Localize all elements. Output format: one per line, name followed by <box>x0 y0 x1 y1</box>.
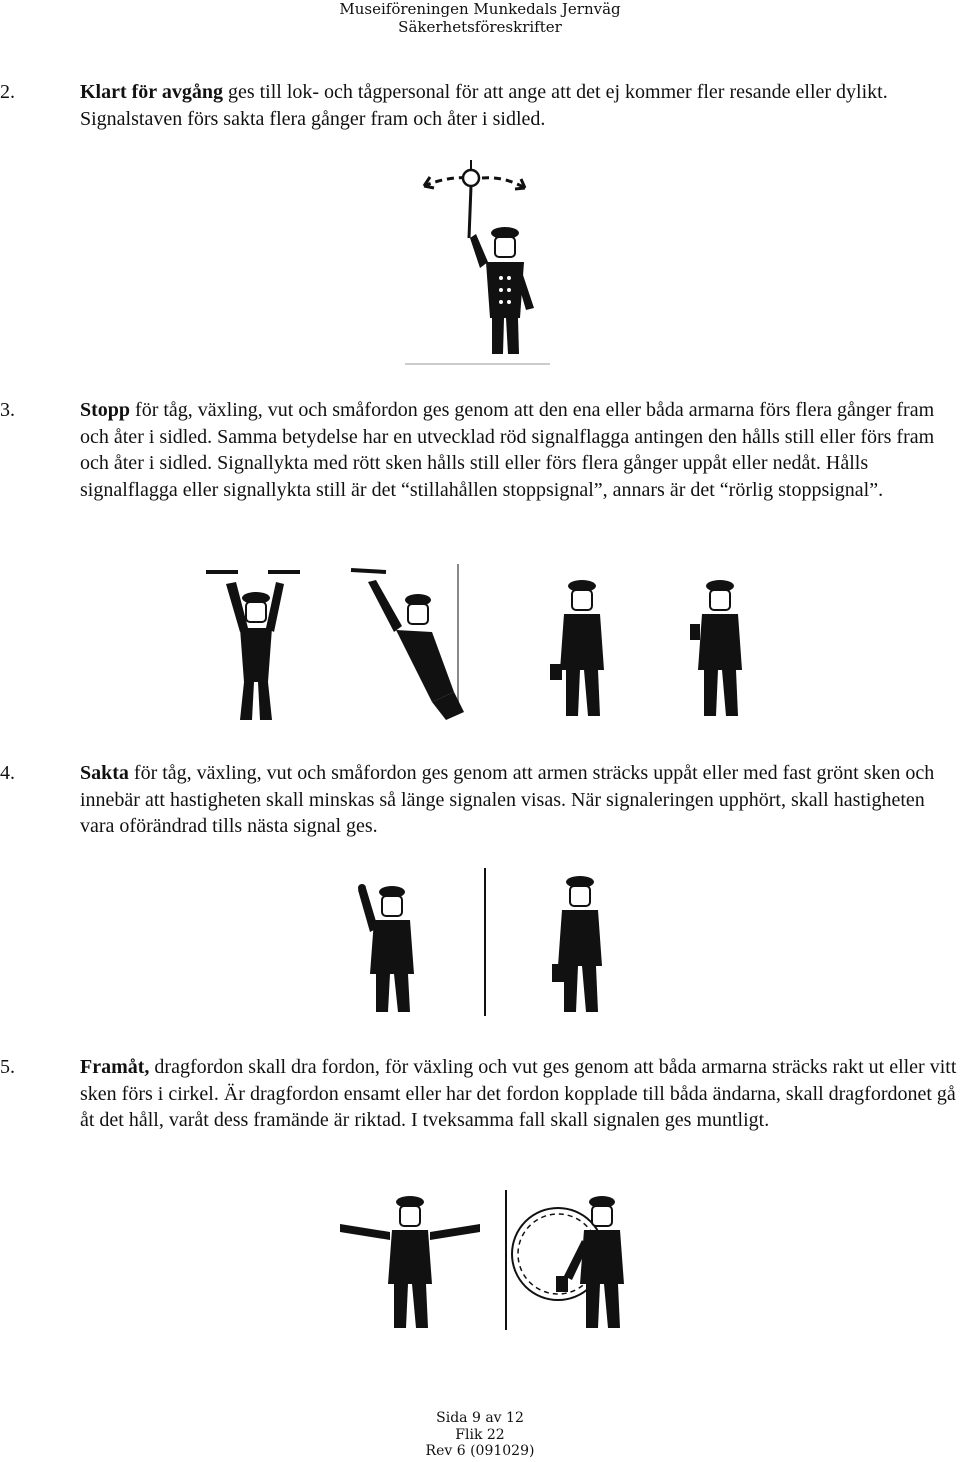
stop-signal-illustrations <box>196 552 786 732</box>
signalman-holding-lantern <box>552 876 602 1012</box>
forward-signal-illustrations <box>320 1184 650 1336</box>
section-text <box>80 397 960 503</box>
section-3 <box>0 397 960 531</box>
figure-framat <box>320 1184 650 1336</box>
figure-stopp <box>196 552 786 732</box>
footer-revision: Rev 6 (091029) <box>425 1443 535 1459</box>
section-4 <box>0 760 960 840</box>
signalman-leaning-with-flag <box>351 564 464 720</box>
section-number: 4. <box>0 762 15 784</box>
section-body: för tåg, växling, vut och småfordon ges genom att den ena eller båda armarna förs flera gånger fram och åter i sidled. Samma betydelse har en utvecklad röd signalflagga antingen den hålls still eller förs fram och åter i sidled. Signallykta med rött sken hålls still eller förs flera gånger uppåt eller nedåt. Hålls signalflagga eller signallykta still är det “stillahållen stoppsignal”, annars är det “rörlig stoppsignal”. <box>80 399 935 501</box>
signalman-with-lantern-low <box>550 580 604 716</box>
section-text <box>80 1054 960 1134</box>
section-body: dragfordon skall dra fordon, för växling och vut ges genom att båda armarna sträcks rakt ut eller vitt sken förs i cirkel. Är dragfordon ensamt eller har det fordon kopplade till båda ändarna, skall dragfordonet gå åt det håll, varåt dess framände är riktad. I tveksamma fall skall signalen ges muntligt. <box>80 1056 957 1131</box>
signalman-arms-outstretched <box>340 1196 480 1328</box>
section-text <box>80 79 960 132</box>
section-text <box>80 760 960 840</box>
figure-klart-for-avgang <box>400 158 560 370</box>
section-title: Klart för avgång <box>80 81 223 103</box>
page-footer <box>0 1410 960 1460</box>
section-title: Framåt, <box>80 1056 150 1078</box>
signalman-arm-raised <box>358 884 414 1012</box>
slow-signal-illustrations <box>330 862 640 1022</box>
section-body: ges till lok- och tågpersonal för att ange att det ej kommer fler resande eller dylikt. Signalstaven förs sakta flera gånger fram och åter i sidled. <box>80 81 888 130</box>
section-number: 5. <box>0 1056 15 1078</box>
figure-sakta <box>330 862 640 1022</box>
header-doc-title: Säkerhetsföreskrifter <box>398 18 562 36</box>
signalman-with-lantern-raised <box>690 580 742 716</box>
section-number: 2. <box>0 81 15 103</box>
page-header <box>0 0 960 36</box>
section-2 <box>0 79 960 135</box>
section-5 <box>0 1054 960 1160</box>
section-title: Stopp <box>80 399 131 421</box>
footer-page-number: Sida 9 av 12 <box>436 1410 524 1426</box>
signalman-staff-illustration <box>400 158 560 370</box>
signalman-both-arms-up <box>206 572 300 720</box>
section-title: Sakta <box>80 762 129 784</box>
signalman-lantern-circle <box>512 1196 624 1328</box>
header-org: Museiföreningen Munkedals Jernväg <box>339 0 621 18</box>
section-body: för tåg, växling, vut och småfordon ges genom att armen sträcks uppåt eller med fast grönt sken och innebär att hastigheten skall minskas så länge signalen visas. När signaleringen upphört, skall hastigheten vara oförändrad tills nästa signal ges. <box>80 762 935 837</box>
footer-tab: Flik 22 <box>455 1426 505 1443</box>
section-number: 3. <box>0 399 15 421</box>
